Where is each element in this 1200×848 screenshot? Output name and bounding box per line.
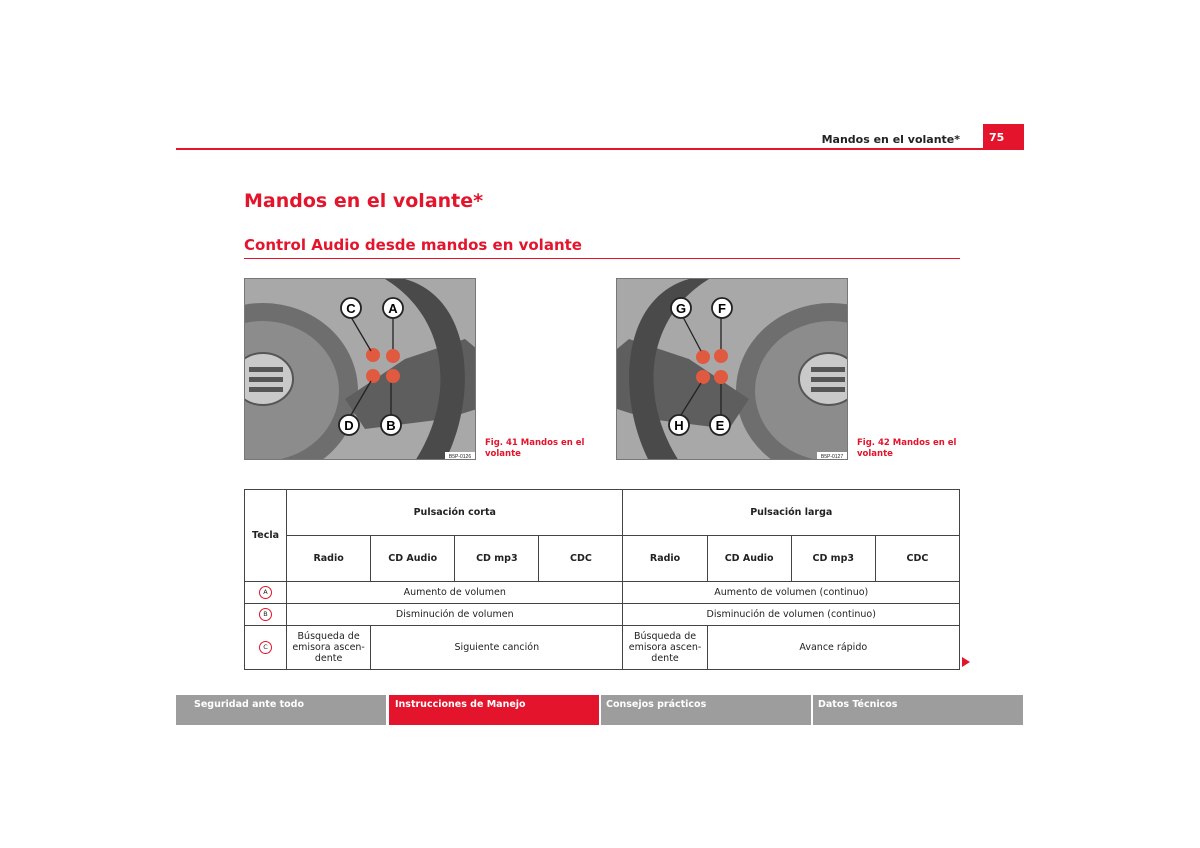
- header-rule: [176, 148, 1024, 150]
- callout-E: [710, 415, 730, 435]
- nav-tab-datos[interactable]: Datos Técnicos: [813, 695, 1023, 725]
- nav-tab-instrucciones[interactable]: Instrucciones de Manejo: [389, 695, 599, 725]
- cell-short-rest: Siguiente canción: [371, 626, 623, 670]
- svg-text:G: G: [675, 301, 687, 316]
- key-badge: B: [259, 608, 272, 621]
- col-cd-mp3: CD mp3: [791, 536, 875, 582]
- col-radio: Radio: [623, 536, 707, 582]
- subsection-title: Control Audio desde mandos en volante: [244, 236, 582, 254]
- cell-long-rest: Avance rápido: [707, 626, 959, 670]
- svg-text:B: B: [386, 418, 396, 433]
- col-cdc: CDC: [539, 536, 623, 582]
- controls-table: [244, 489, 960, 670]
- callout-D: [339, 415, 359, 435]
- callout-B: [381, 415, 401, 435]
- key-badge: A: [259, 586, 272, 599]
- subsection-rule: [244, 258, 960, 259]
- callout-F: [712, 298, 732, 318]
- section-title: Mandos en el volante*: [244, 190, 484, 212]
- key-badge: C: [259, 641, 272, 654]
- callout-C: [341, 298, 361, 318]
- cell-short: Disminución de volumen: [287, 604, 623, 626]
- nav-tab-consejos[interactable]: Consejos prácticos: [601, 695, 811, 725]
- svg-text:A: A: [388, 301, 398, 316]
- table-row: [245, 604, 960, 626]
- figure-42-image: [616, 278, 848, 460]
- callout-A: [383, 298, 403, 318]
- cell-short-radio: Búsqueda de emisora ascen-dente: [287, 626, 371, 670]
- figure-41-caption: Fig. 41 Mandos en el volante: [485, 438, 585, 459]
- seat-logo-icon: [245, 353, 293, 405]
- col-cd-audio: CD Audio: [371, 536, 455, 582]
- figure-42-caption: Fig. 42 Mandos en el volante: [857, 438, 957, 459]
- seat-logo-icon: [799, 353, 848, 405]
- figure-code: B5P-0127: [820, 454, 844, 460]
- table-row: [245, 582, 960, 604]
- svg-text:H: H: [674, 418, 684, 433]
- svg-text:F: F: [718, 301, 726, 316]
- cell-short: Aumento de volumen: [287, 582, 623, 604]
- figure-code: B5P-0126: [448, 454, 472, 460]
- col-cdc: CDC: [875, 536, 959, 582]
- figure-41-image: [244, 278, 476, 460]
- callout-H: [669, 415, 689, 435]
- header-key: Tecla: [245, 490, 287, 582]
- svg-text:C: C: [346, 301, 356, 316]
- cell-long-radio: Búsqueda de emisora ascen-dente: [623, 626, 707, 670]
- nav-tab-seguridad[interactable]: Seguridad ante todo: [176, 695, 386, 725]
- col-cd-audio: CD Audio: [707, 536, 791, 582]
- header-short-press: Pulsación corta: [287, 490, 623, 536]
- cell-long: Aumento de volumen (continuo): [623, 582, 960, 604]
- page-number: 75: [983, 124, 1024, 148]
- svg-text:E: E: [715, 418, 725, 433]
- callout-G: [671, 298, 691, 318]
- continue-arrow-icon: [962, 657, 970, 667]
- cell-long: Disminución de volumen (continuo): [623, 604, 960, 626]
- table-row: [245, 626, 960, 670]
- running-title: Mandos en el volante*: [821, 133, 960, 146]
- svg-text:D: D: [344, 418, 354, 433]
- header-long-press: Pulsación larga: [623, 490, 960, 536]
- col-radio: Radio: [287, 536, 371, 582]
- col-cd-mp3: CD mp3: [455, 536, 539, 582]
